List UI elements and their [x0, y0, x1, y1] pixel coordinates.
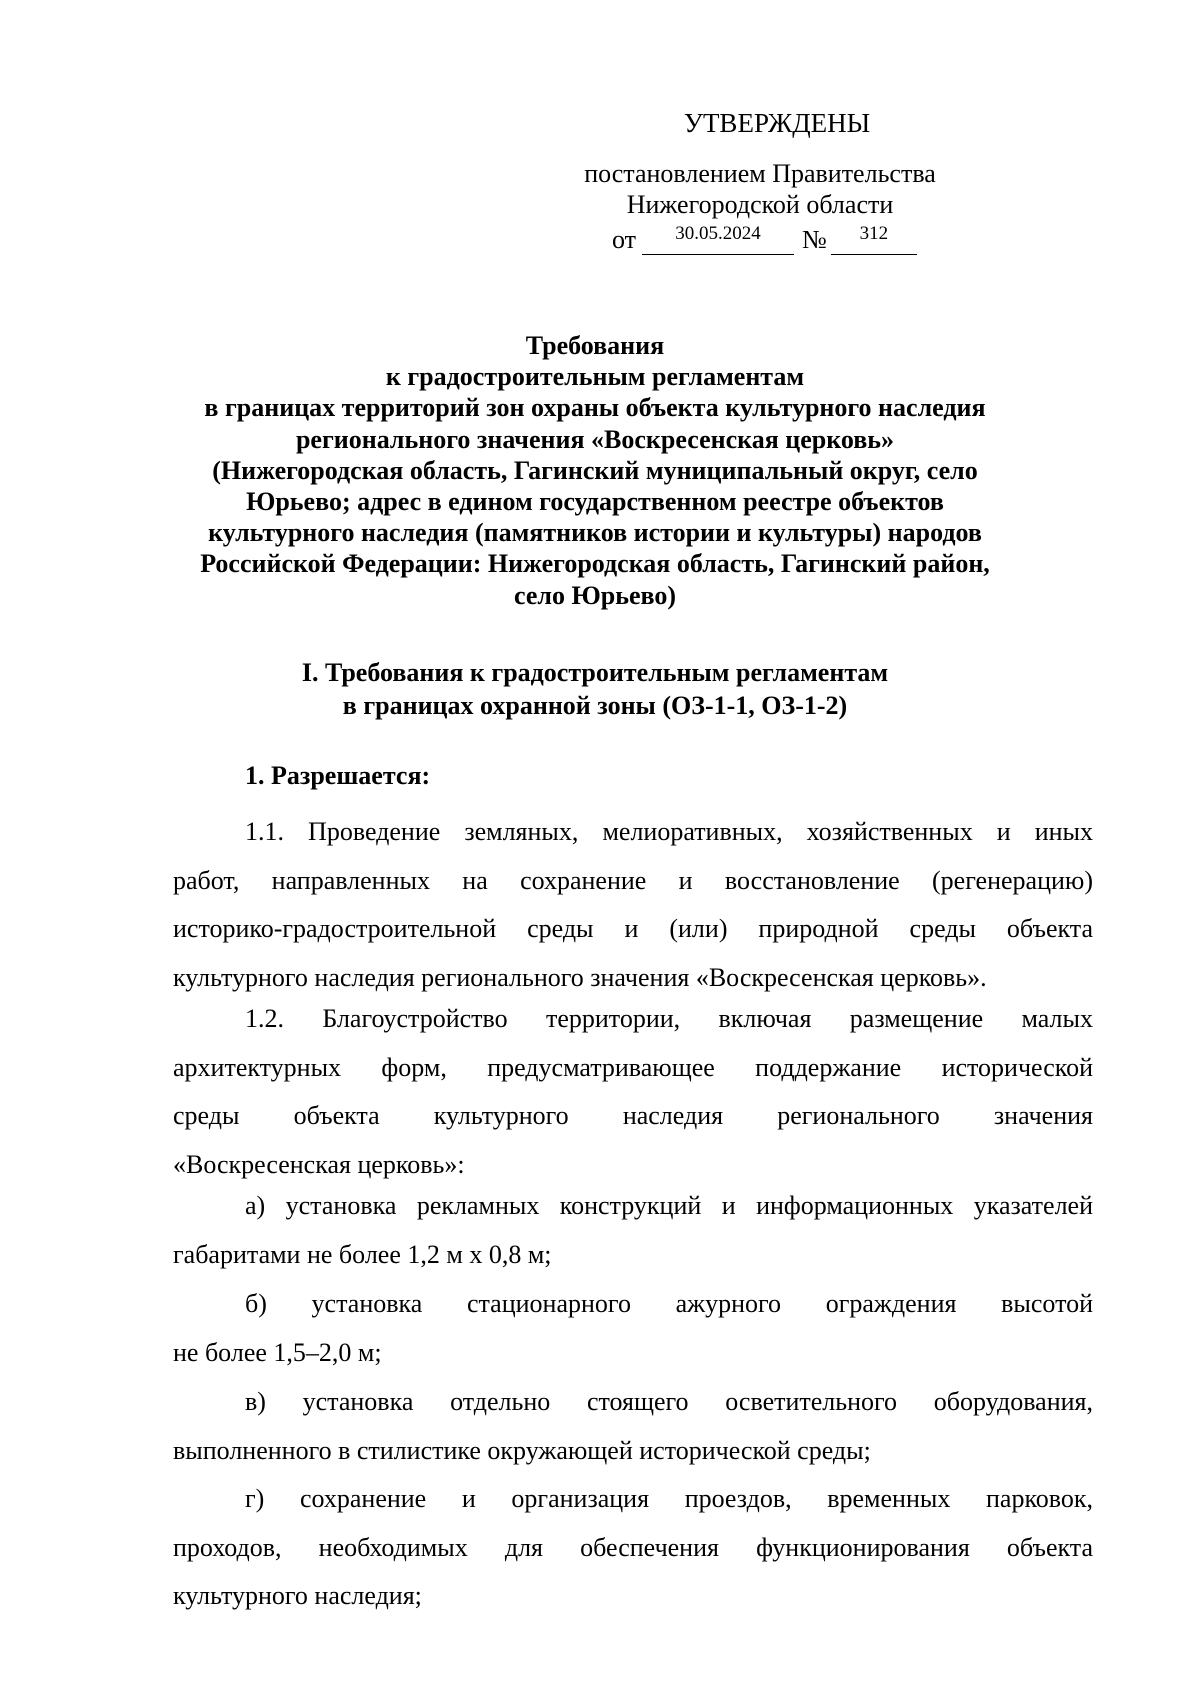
- paragraph-p-v: [173, 1378, 1093, 1475]
- paragraph-line: выполненного в стилистике окружающей исторической среды;: [173, 1435, 871, 1465]
- paragraph-p-1-2: [173, 995, 1093, 1189]
- paragraph-line: среды объекта культурного наследия регионального значения: [173, 1101, 1093, 1130]
- paragraph-line: работ, направленных на сохранение и восстановление (регенерацию): [173, 865, 1093, 895]
- heading-line: культурного наследия (памятников истории и культуры) народов: [208, 518, 982, 548]
- heading-line: Юрьево; адрес в едином государственном реестре объектов: [246, 487, 944, 517]
- paragraph-p-g: [173, 1475, 1093, 1621]
- item-1-title: 1. Разрешается:: [245, 761, 431, 790]
- paragraph-line: культурного наследия регионального значения «Воскресенская церковь».: [173, 962, 987, 992]
- approval-number: 312: [859, 223, 889, 244]
- paragraph-line: проходов, необходимых для обеспечения функционирования объекта: [173, 1532, 1093, 1562]
- paragraph-p-b: [173, 1280, 1093, 1377]
- heading-line: к градостроительным регламентам: [385, 362, 805, 392]
- paragraph-line: в) установка отдельно стоящего осветительного оборудования,: [245, 1387, 1093, 1416]
- paragraph-line: культурного наследия;: [173, 1581, 422, 1610]
- heading-line: Требования: [525, 331, 665, 360]
- heading-line: в границах территорий зон охраны объекта культурного наследия: [204, 393, 986, 423]
- paragraph-line: «Воскресенская церковь»:: [173, 1149, 465, 1179]
- number-label: №: [802, 225, 827, 254]
- heading-line: Российской Федерации: Нижегородская область, Гагинский район,: [200, 549, 990, 579]
- section-heading-line: в границах охранной зоны (ОЗ-1-1, ОЗ-1-2): [342, 691, 848, 720]
- approval-date: 30.05.2024: [675, 223, 761, 244]
- heading-line: (Нижегородская область, Гагинский муниципальный округ, село: [212, 455, 978, 485]
- paragraph-p-1-1: [173, 808, 1093, 1002]
- approval-date-line: [540, 224, 980, 258]
- section-heading: [150, 656, 1040, 722]
- document-heading: [150, 330, 1040, 611]
- paragraph-p-a: [173, 1182, 1093, 1279]
- paragraph-line: г) сохранение и организация проездов, временных парковок,: [245, 1484, 1093, 1513]
- paragraph-line: габаритами не более 1,2 м х 0,8 м;: [173, 1239, 552, 1269]
- paragraph-line: 1.1. Проведение земляных, мелиоративных, хозяйственных и иных: [245, 817, 1093, 846]
- heading-line: село Юрьево): [513, 580, 677, 610]
- paragraph-line: б) установка стационарного ажурного ограждения высотой: [245, 1289, 1093, 1318]
- heading-line: регионального значения «Воскресенская церковь»: [295, 424, 895, 454]
- paragraph-line: 1.2. Благоустройство территории, включая размещение малых: [245, 1004, 1093, 1033]
- paragraph-line: а) установка рекламных конструкций и информационных указателей: [245, 1191, 1093, 1220]
- from-label: от: [612, 225, 637, 254]
- approval-line-2: Нижегородской области: [626, 190, 894, 219]
- approval-block: [540, 108, 980, 258]
- paragraph-line: архитектурных форм, предусматривающее поддержание исторической: [173, 1052, 1093, 1082]
- number-blank: [831, 223, 917, 255]
- approval-title: УТВЕРЖДЕНЫ: [683, 108, 871, 138]
- section-heading-line: I. Требования к градостроительным регламентам: [301, 658, 889, 687]
- paragraph-line: историко-градостроительной среды и (или) природной среды объекта: [173, 914, 1093, 943]
- paragraph-line: не более 1,5–2,0 м;: [173, 1337, 382, 1367]
- approval-line-1: постановлением Правительства: [584, 159, 936, 188]
- date-blank: [642, 223, 794, 255]
